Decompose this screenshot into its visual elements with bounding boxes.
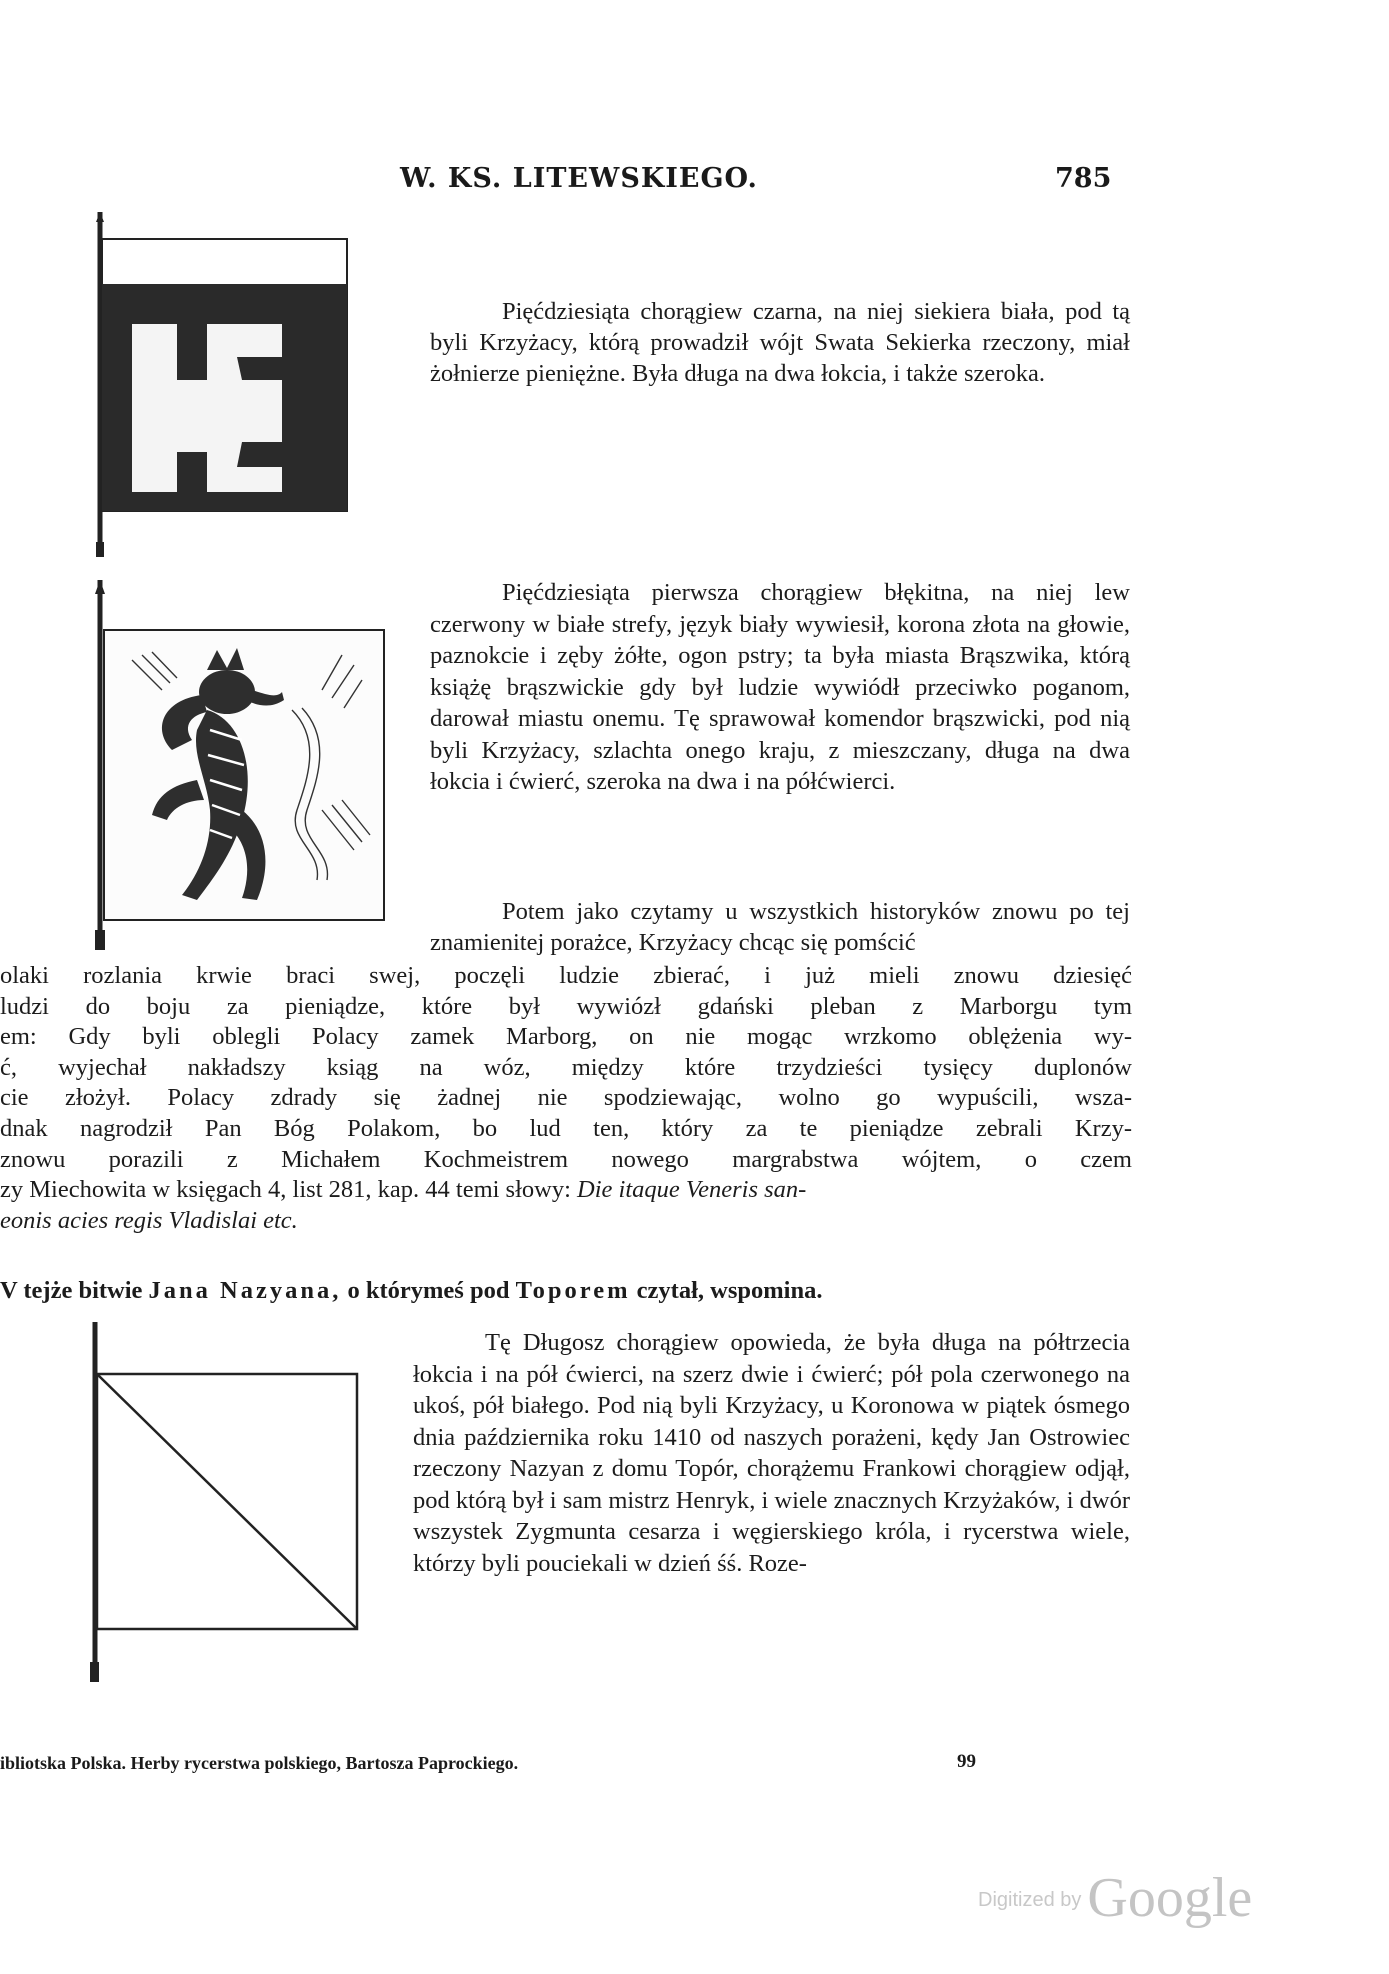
- name-span: Toporem: [515, 1277, 631, 1304]
- text-line: olaki rozlania krwie braci swej, poczęli ludzie zbierać, i już mieli znowu dziesięć: [0, 962, 1132, 989]
- paragraph-aftermath-lead-block: [430, 897, 1130, 958]
- text-span: czytał, wspomina.: [636, 1277, 823, 1304]
- latin-quote-continuation: eonis acies regis Vladislai etc.: [0, 1206, 298, 1234]
- text-line: ludzi do boju za pieniądze, które był wywiózł gdański pleban z Marborgu tym: [0, 992, 1132, 1020]
- text-span: o którymeś pod: [347, 1277, 510, 1304]
- text-line: znowu porazili z Michałem Kochmeistrem nowego margrabstwa wójtem, o czem: [0, 1145, 1132, 1173]
- page-number: 785: [1055, 163, 1112, 194]
- text-line: dnak nagrodził Pan Bóg Polakom, bo lud ten, który za te pieniądze zebrali Krzy-: [0, 1114, 1132, 1142]
- lion-banner-icon: [92, 580, 392, 950]
- diagonal-banner-icon: [85, 1322, 370, 1682]
- digitized-by-watermark: [978, 1866, 1252, 1930]
- paragraph-aftermath-body: [0, 961, 1132, 1236]
- text-span: V tejże bitwie: [0, 1277, 143, 1304]
- latin-quote: Die itaque Veneris san-: [577, 1176, 807, 1204]
- axe-banner-icon: [92, 212, 352, 557]
- paragraph-flag-52: Tę Długosz chorągiew opowieda, że była długa na półtrzecia łokcia i na pół ćwierci, na szerz dwie i ćwierć; pół pola czerwonego na ukoś, pół białego. Pod nią byli Krzyżacy, u Koronowa w piątek ósmego dnia października roku 1410 od naszych porażeni, kędy Jan Ostrowiec rzeczony Nazyan z domu Topór, chorążemu Frankowi chorągiew odjął, pod którą był i sam mistrz Henryk, i wiele znacznych Krzyżaków, i dwór wszystek Zygmunta cesarza i węgierskiego króla, i rycerstwa wiele, którzy byli pouciekali w dzień śś. Roze-: [413, 1329, 1130, 1577]
- footer-sheet-number: 99: [957, 1751, 976, 1772]
- paragraph-aftermath-lead: Potem jako czytamy u wszystkich historyków znowu po tej znamienitej porażce, Krzyżacy chcąc się pomścić: [430, 898, 1130, 956]
- paragraph-flag-51: Pięćdziesiąta pierwsza chorągiew błękitna, na niej lew czerwony w białe strefy, język biały wywiesił, korona złota na głowie, paznokcie i zęby żółte, ogon pstry; ta była miasta Brąszwika, którą książę brąszwickie gdy był ludzie wywiódł przeciwko poganom, darował miastu onemu. Tę sprawował komendor brąszwicki, pod nią byli Krzyżacy, szlachta onego kraju, z mieszczany, długa na dwa łokcia i ćwierć, szeroka na dwa i na półćwierci.: [430, 579, 1130, 795]
- text-line-latin: [0, 1175, 1132, 1206]
- text-line: zy Miechowita w księgach 4, list 281, kap. 44 temi słowy:: [0, 1176, 571, 1204]
- footer-signature: ibliotska Polska. Herby rycerstwa polskiego, Bartosza Paprockiego.: [0, 1753, 519, 1773]
- digitized-label: Digitized by: [978, 1889, 1082, 1911]
- text-line: cie złożył. Polacy zdrady się żadnej nie spodziewając, wolno go wypuścili, wsza-: [0, 1084, 1132, 1112]
- paragraph-nazyan: [0, 1276, 1140, 1307]
- text-line: ć, wyjechał nakładszy ksiąg na wóz, między które trzydzieści tysięcy duplonów: [0, 1053, 1132, 1081]
- paragraph-flag-50: Pięćdziesiąta chorągiew czarna, na niej siekiera biała, pod tą byli Krzyżacy, którą prowadził wójt Swata Sekierka rzeczony, miał żołnierze pieniężne. Była długa na dwa łokcia, i także szeroka.: [430, 298, 1130, 387]
- running-header: W. KS. LITEWSKIEGO.: [400, 163, 758, 194]
- name-span: Jana Nazyana,: [148, 1277, 342, 1304]
- google-logo: Google: [1087, 1867, 1253, 1929]
- text-line: em: Gdy byli oblegli Polacy zamek Marborg, on nie mogąc wrzkomo oblężenia wy-: [0, 1023, 1132, 1051]
